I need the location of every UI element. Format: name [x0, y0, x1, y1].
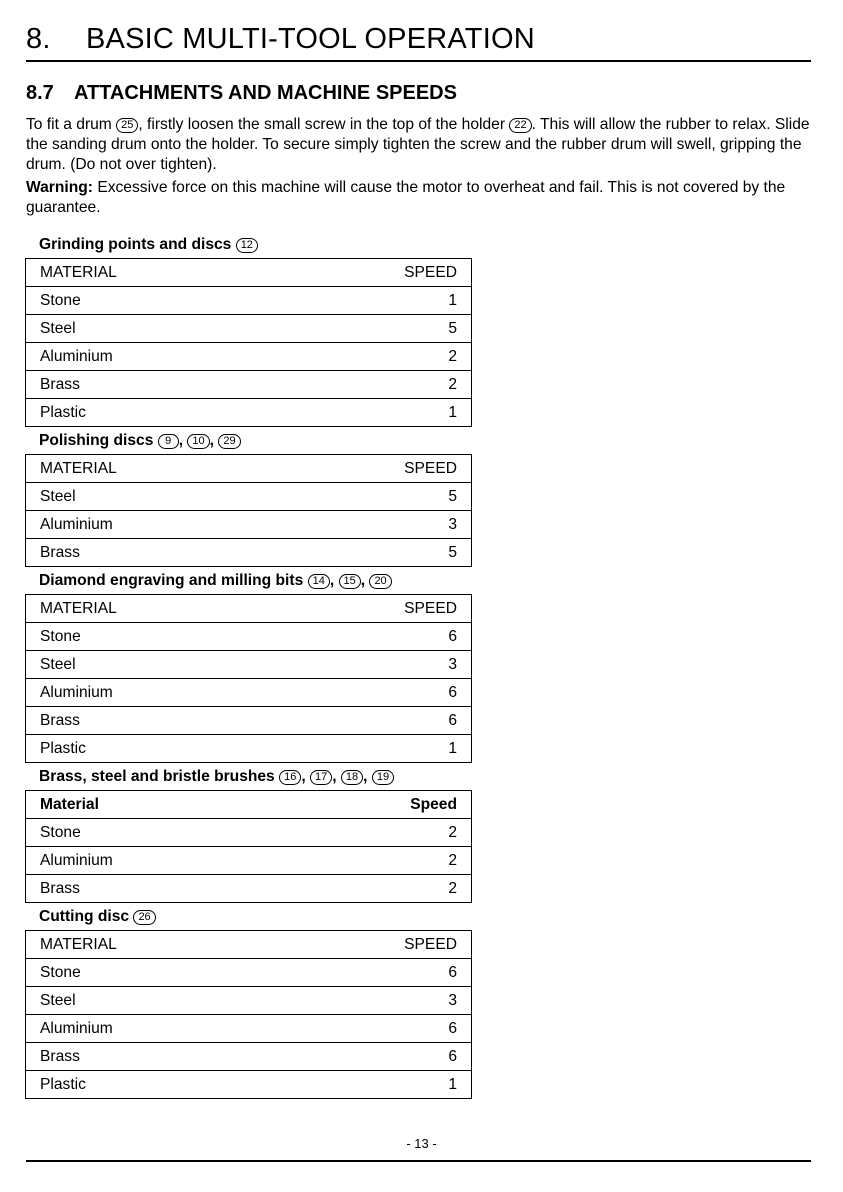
part-ref-badge: 9 [158, 434, 179, 449]
speed-cell: 2 [281, 847, 471, 875]
part-ref-badge: 12 [236, 238, 258, 253]
material-cell: Brass [26, 1043, 278, 1071]
material-cell: Steel [26, 651, 278, 679]
table-row [26, 707, 472, 735]
warning-label: Warning: [26, 179, 93, 196]
part-ref-badge: 15 [339, 574, 361, 589]
material-cell: Plastic [26, 735, 278, 763]
material-cell: Brass [26, 371, 278, 399]
part-ref-badge: 16 [279, 770, 301, 785]
chapter-title: BASIC MULTI-TOOL OPERATION [86, 23, 535, 55]
speed-cell: 6 [277, 959, 471, 987]
chapter-number: 8. [26, 23, 51, 55]
table-row [26, 1071, 472, 1099]
header-rule [26, 60, 811, 62]
page-number: - 13 - [406, 1136, 437, 1151]
speed-cell: 2 [277, 371, 471, 399]
material-cell: Aluminium [26, 343, 278, 371]
header-material: MATERIAL [26, 455, 278, 483]
material-cell: Stone [26, 623, 278, 651]
header-speed: SPEED [277, 259, 471, 287]
table-row [26, 399, 472, 427]
table-row [26, 651, 472, 679]
caption-text: Polishing discs [39, 432, 154, 449]
intro-paragraph [26, 115, 816, 175]
speed-cell: 3 [277, 987, 471, 1015]
speed-cell: 2 [281, 819, 471, 847]
speed-table-grinding [25, 258, 472, 427]
speed-cell: 6 [277, 679, 471, 707]
speed-table-diamond [25, 594, 472, 763]
section-title: ATTACHMENTS AND MACHINE SPEEDS [74, 82, 457, 104]
table-row [26, 511, 472, 539]
speed-cell: 1 [277, 735, 471, 763]
table-row [26, 819, 472, 847]
material-cell: Stone [26, 287, 278, 315]
part-ref-badge: 25 [116, 118, 138, 133]
table-caption [39, 235, 258, 255]
speed-cell: 2 [281, 875, 471, 903]
material-cell: Aluminium [26, 511, 278, 539]
table-row [26, 343, 472, 371]
material-cell: Steel [26, 987, 278, 1015]
table-row [26, 987, 472, 1015]
section-number: 8.7 [26, 82, 54, 104]
table-caption: Polishing discs 9 , 10 , 29 [39, 431, 241, 451]
speed-cell: 6 [277, 623, 471, 651]
table-row [26, 371, 472, 399]
speed-cell: 5 [277, 539, 471, 567]
material-cell: Aluminium [26, 847, 282, 875]
speed-cell: 6 [277, 1015, 471, 1043]
table-header-row [26, 791, 472, 819]
chapter-heading [26, 20, 535, 58]
material-cell: Steel [26, 315, 278, 343]
material-cell: Plastic [26, 1071, 278, 1099]
caption-text: Grinding points and discs [39, 236, 232, 253]
table-row [26, 315, 472, 343]
header-material: MATERIAL [26, 259, 278, 287]
table-header-row [26, 931, 472, 959]
material-cell: Brass [26, 539, 278, 567]
header-speed: SPEED [277, 455, 471, 483]
material-cell: Plastic [26, 399, 278, 427]
table-header-row [26, 595, 472, 623]
table-row [26, 483, 472, 511]
material-cell: Aluminium [26, 1015, 278, 1043]
speed-cell: 3 [277, 511, 471, 539]
intro-text-1: To fit a drum [26, 116, 117, 133]
table-row [26, 287, 472, 315]
speed-cell: 5 [277, 315, 471, 343]
material-cell: Brass [26, 707, 278, 735]
table-row [26, 623, 472, 651]
table-row [26, 959, 472, 987]
table-row [26, 875, 472, 903]
speed-cell: 2 [277, 343, 471, 371]
part-ref-badge: 10 [187, 434, 209, 449]
speed-cell: 1 [277, 287, 471, 315]
part-ref-badge: 14 [308, 574, 330, 589]
header-material: MATERIAL [26, 931, 278, 959]
table-row [26, 679, 472, 707]
footer-rule [26, 1160, 811, 1162]
intro-text-3: . This will allow the rubber to relax. Slide the sanding drum onto the holder. To secure simply tighten the screw and the rubber drum will swell, gripping the drum. (Do not over tighten). [26, 116, 810, 173]
speed-table-polishing [25, 454, 472, 567]
part-ref-badge: 19 [372, 770, 394, 785]
header-material: MATERIAL [26, 595, 278, 623]
speed-cell: 1 [277, 1071, 471, 1099]
speed-cell: 5 [277, 483, 471, 511]
speed-cell: 6 [277, 707, 471, 735]
speed-table-brushes [25, 790, 472, 903]
warning-text: Excessive force on this machine will cause the motor to overheat and fail. This is not covered by the guarantee. [26, 179, 786, 216]
material-cell: Brass [26, 875, 282, 903]
table-row [26, 735, 472, 763]
part-ref-badge: 17 [310, 770, 332, 785]
table-caption: Diamond engraving and milling bits 14 , 15 , 20 [39, 571, 392, 591]
caption-text: Brass, steel and bristle brushes [39, 768, 275, 785]
part-ref-badge: 29 [218, 434, 240, 449]
speed-cell: 1 [277, 399, 471, 427]
section-heading [26, 80, 457, 106]
table-row [26, 1015, 472, 1043]
part-ref-badge: 22 [509, 118, 531, 133]
warning-paragraph [26, 178, 816, 218]
caption-text: Diamond engraving and milling bits [39, 572, 304, 589]
table-row [26, 847, 472, 875]
table-caption [39, 907, 156, 927]
header-material: Material [26, 791, 282, 819]
material-cell: Steel [26, 483, 278, 511]
material-cell: Aluminium [26, 679, 278, 707]
part-ref-badge: 18 [341, 770, 363, 785]
header-speed: Speed [281, 791, 471, 819]
table-header-row [26, 259, 472, 287]
part-ref-badge: 20 [369, 574, 391, 589]
speed-table-cutting [25, 930, 472, 1099]
speed-cell: 3 [277, 651, 471, 679]
material-cell: Stone [26, 959, 278, 987]
speed-cell: 6 [277, 1043, 471, 1071]
header-speed: SPEED [277, 595, 471, 623]
table-row [26, 539, 472, 567]
part-ref-badge: 26 [133, 910, 155, 925]
caption-text: Cutting disc [39, 908, 130, 925]
header-speed: SPEED [277, 931, 471, 959]
intro-text-2: , firstly loosen the small screw in the top of the holder [138, 116, 510, 133]
table-row [26, 1043, 472, 1071]
material-cell: Stone [26, 819, 282, 847]
table-header-row [26, 455, 472, 483]
table-caption: Brass, steel and bristle brushes 16 , 17 , 18 , 19 [39, 767, 394, 787]
